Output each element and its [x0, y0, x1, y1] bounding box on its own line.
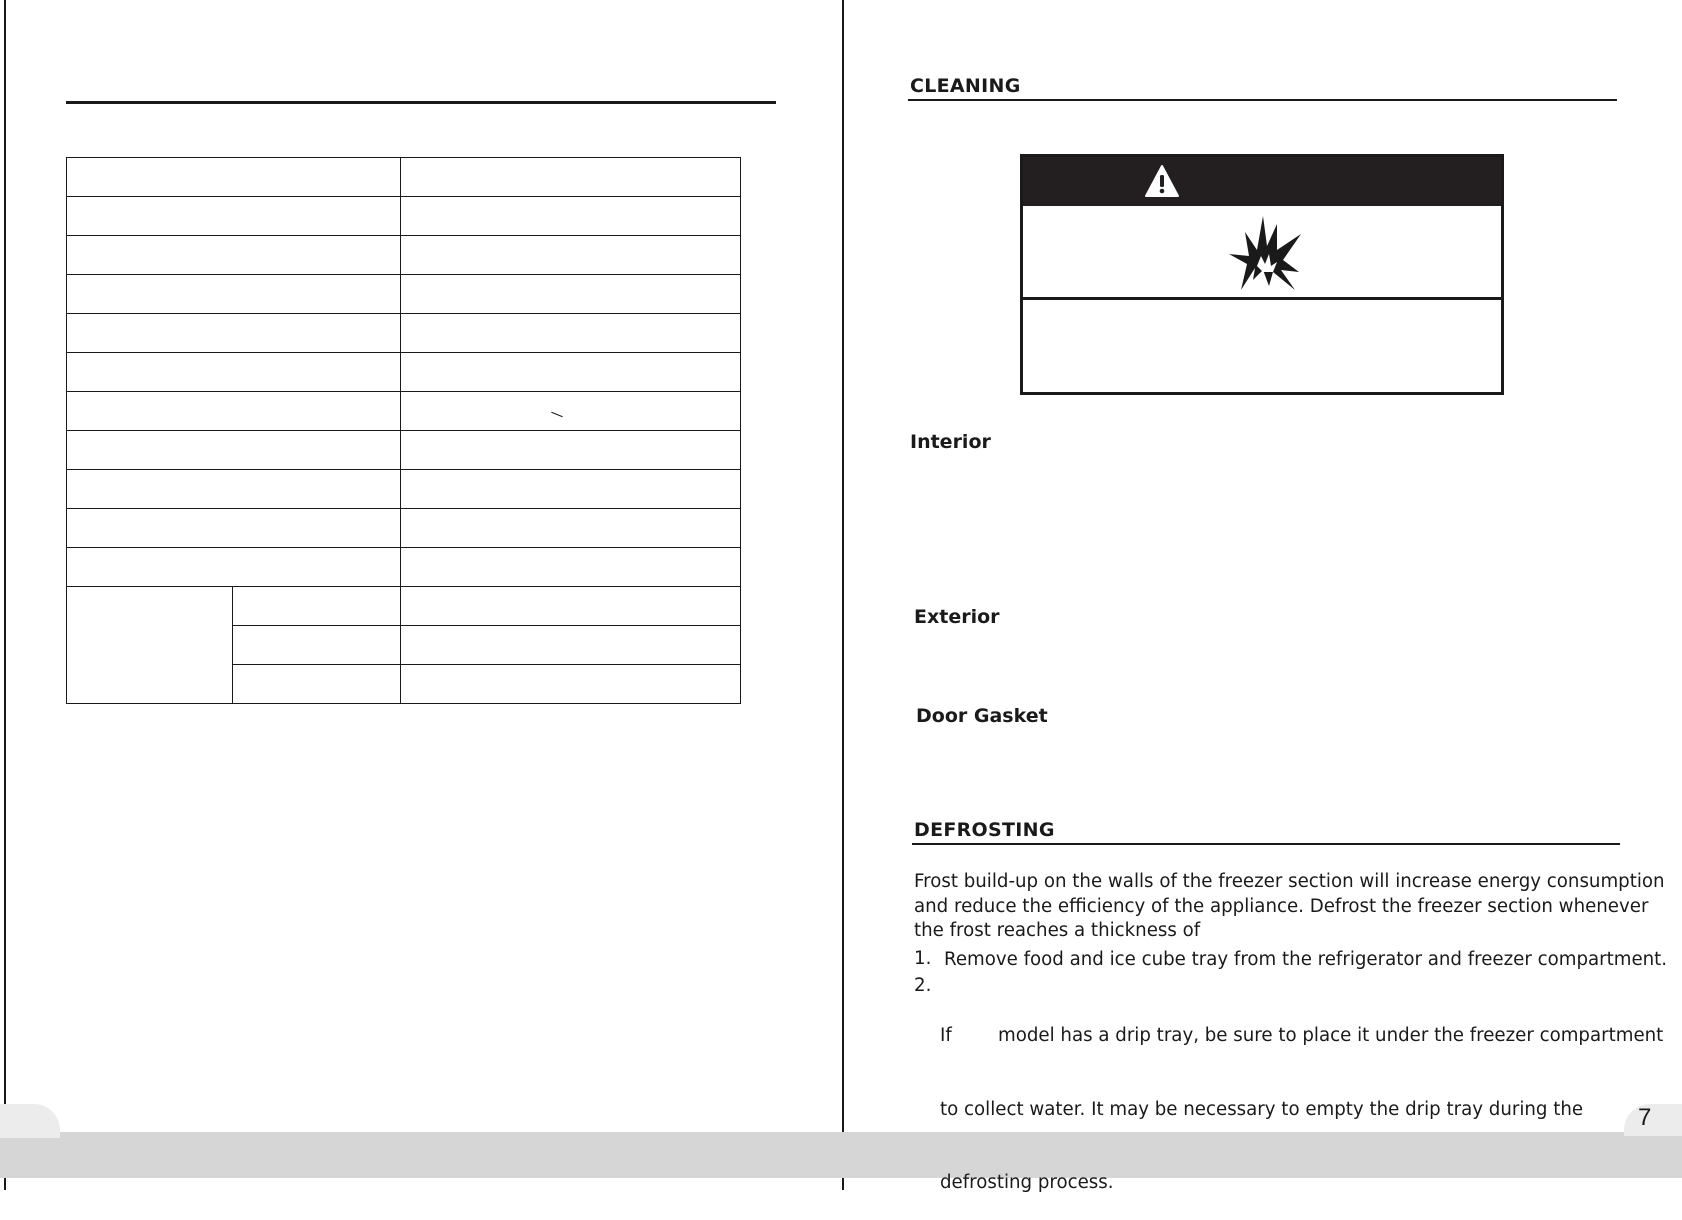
table-cell [401, 626, 741, 665]
footer-tab-left [0, 1104, 60, 1138]
table-cell [401, 353, 741, 392]
table-cell [401, 470, 741, 509]
explosion-icon [1223, 210, 1307, 294]
table-cell [401, 665, 741, 704]
table-row [67, 197, 741, 236]
table-cell [401, 548, 741, 587]
table-cell [401, 197, 741, 236]
specifications-table [66, 157, 741, 704]
table-cell [233, 587, 401, 626]
table-cell [401, 236, 741, 275]
step-number: 2. [914, 975, 932, 996]
warning-header [1023, 157, 1501, 206]
table-cell [67, 353, 401, 392]
table-row [67, 509, 741, 548]
table-cell [67, 158, 401, 197]
table-cell [401, 275, 741, 314]
exterior-heading: Exterior [914, 606, 1000, 628]
interior-heading: Interior [910, 431, 991, 453]
table-cell [67, 431, 401, 470]
table-row [67, 470, 741, 509]
step-number: 1. [914, 948, 932, 969]
cleaning-heading: CLEANING [910, 75, 1021, 97]
table-cell [67, 197, 401, 236]
warning-symbol-panel [1023, 206, 1501, 300]
table-row [67, 236, 741, 275]
defrosting-heading: DEFROSTING [914, 819, 1055, 841]
door-gasket-heading: Door Gasket [916, 705, 1048, 727]
table-cell [401, 158, 741, 197]
table-row [67, 314, 741, 353]
table-cell [67, 314, 401, 353]
warning-box [1020, 154, 1504, 395]
paragraph-line: the frost reaches a thickness of [914, 920, 1201, 941]
step-line: If model has a drip tray, be sure to place it under the freezer compartment [940, 1025, 1664, 1046]
table-row [67, 392, 741, 431]
table-cell [401, 314, 741, 353]
page-edge-left [4, 0, 6, 1190]
table-cell [401, 392, 741, 431]
table-row [67, 275, 741, 314]
step-line: defrosting process. [940, 1172, 1114, 1193]
step-text [944, 948, 1667, 973]
table-row [67, 353, 741, 392]
table-merged-cell [67, 587, 233, 704]
table-cell [401, 509, 741, 548]
table-row [67, 431, 741, 470]
table-cell [233, 665, 401, 704]
table-cell [67, 236, 401, 275]
page-spine [842, 0, 844, 1190]
warning-triangle-icon [1144, 164, 1180, 198]
left-page-heading-rule [66, 101, 776, 104]
table-row [67, 548, 741, 587]
table-cell [67, 470, 401, 509]
step-line: to collect water. It may be necessary to empty the drip tray during the [940, 1098, 1584, 1120]
table-cell [67, 392, 401, 431]
defrosting-intro-paragraph [914, 870, 1665, 944]
table-cell [401, 431, 741, 470]
stray-tick-mark [551, 412, 563, 417]
step-text [940, 975, 1663, 1220]
table-cell [233, 626, 401, 665]
step-line: Remove food and ice cube tray from the refrigerator and freezer compartment. [944, 949, 1668, 970]
paragraph-line: Frost build-up on the walls of the freezer section will increase energy consumption [914, 871, 1665, 892]
table-cell [67, 509, 401, 548]
cleaning-heading-rule [908, 99, 1617, 101]
defrosting-heading-rule [912, 843, 1620, 845]
page-number: 7 [1638, 1104, 1652, 1131]
table-cell [67, 548, 401, 587]
table-row [67, 587, 741, 626]
table-row [67, 158, 741, 197]
table-cell [67, 275, 401, 314]
table-cell [401, 587, 741, 626]
paragraph-line: and reduce the efficiency of the appliance. Defrost the freezer section whenever [914, 895, 1649, 917]
